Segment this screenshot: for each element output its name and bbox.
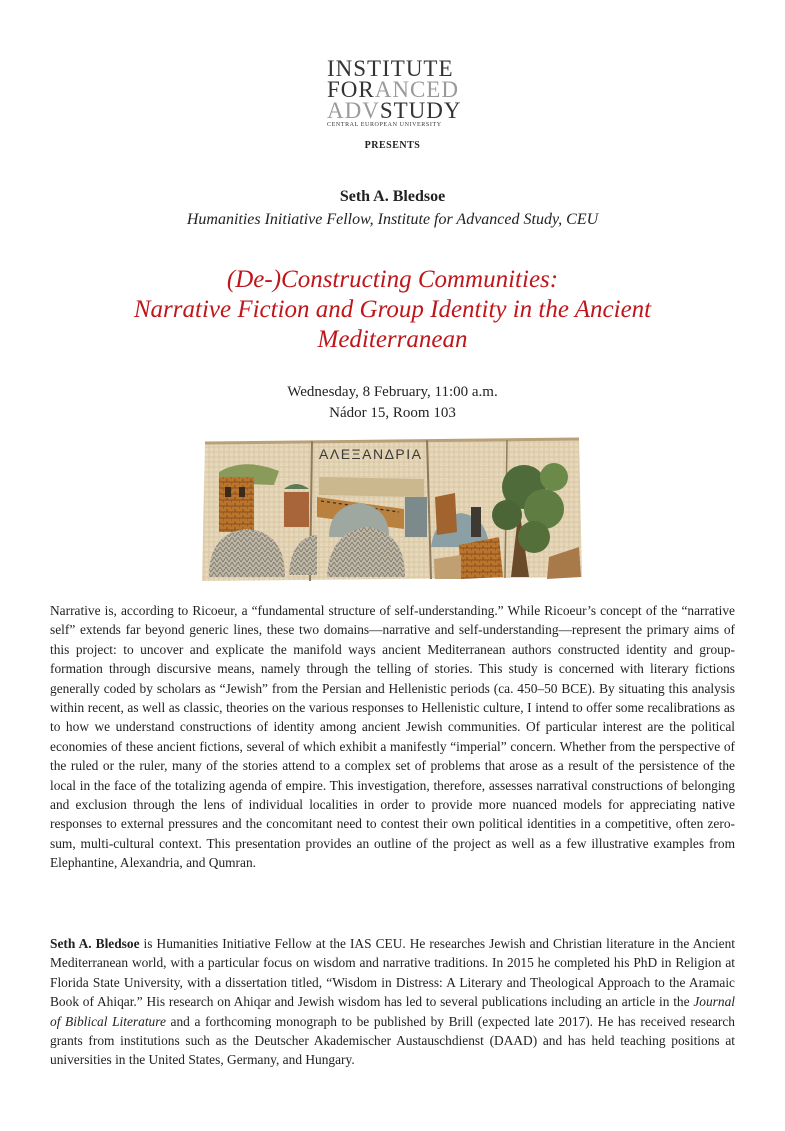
logo-text-adv: ADV [327, 98, 380, 123]
event-date-time: Wednesday, 8 February, 11:00 a.m. [287, 384, 498, 400]
bio-paragraph [50, 934, 735, 1070]
alexandria-mosaic-image [199, 437, 584, 583]
logo-text-study: STUDY [379, 98, 462, 123]
logo-text-for: FOR [327, 77, 375, 102]
bio-text-a: is Humanities Initiative Fellow at the IAS CEU. He researches Jewish and Christian literature in the Ancient Mediterranean world, with a particular focus on wisdom and narrative traditions. In 2015 he completed his PhD in Religion at Florida State University, with a dissertation titled, “Wisdom in Distress: A Literary and Theological Approach to the Aramaic Book of Ahiqar.” His research on Ahiqar and Jewish wisdom has led to several publications including an article in the [50, 936, 735, 1010]
event-details [0, 382, 785, 424]
presents-label: PRESENTS [364, 140, 421, 151]
speaker-name: Seth A. Bledsoe [339, 188, 446, 205]
mosaic-inscription: ΑΛΕΞΑΝΔΡΙΑ [319, 446, 423, 462]
title-line-2: Narrative Fiction and Group Identity in the Ancient [133, 296, 652, 323]
institute-logo [327, 56, 462, 128]
logo-line-3 [327, 98, 462, 123]
event-location: Nádor 15, Room 103 [329, 405, 456, 421]
speaker-affiliation: Humanities Initiative Fellow, Institute for Advanced Study, CEU [186, 211, 599, 228]
logo-text-institute: INSTITUTE [327, 56, 454, 81]
bio-journal: Journal of Biblical Literature [50, 994, 735, 1029]
logo-line-1 [327, 58, 457, 79]
abstract-paragraph: Narrative is, according to Ricoeur, a “fundamental structure of self-understanding.” While Ricoeur’s concept of the “narrative self” extends far beyond generic lines, these two domains—narrative and self-understanding—represent the primary aims of this project: to uncover and explicate the manifold ways ancient Mediterranean authors constructed identity and group-formation through discursive means, namely through the telling of stories. This study is concerned with literary fictions generally coded by scholars as “Jewish” from the Persian and Hellenistic periods (ca. 450–50 BCE). By situating this analysis within recent, as well as classic, theories on the various responses to Hellenistic culture, I intend to offer some recalibrations as to how we understand constructions of identity among ancient Jewish communities. Of particular interest are the political economies of these ancient fictions, several of which exhibit a manifestly “imperial” concern. Whether from the perspective of the ruled or the ruler, many of the stories attend to a complex set of problems that arose as a result of the persistence of the local in the face of the totalizing agenda of empire. This investigation, therefore, assesses narratival constructions of belonging and exclusion through the lens of individual localities in order to provide more nuanced models for appreciating native responses to external pressures and the concomitant need to contest their own political identities in a competitive, often zero-sum, multi-cultural context. This presentation provides an outline of the project as well as a few illustrative examples from Elephantine, Alexandria, and Qumran. [50, 603, 735, 871]
talk-title [0, 265, 785, 355]
title-line-3: Mediterranean [317, 326, 468, 353]
title-line-1: (De-)Constructing Communities: [226, 266, 559, 293]
logo-line-2 [327, 79, 457, 100]
logo-subtitle: CENTRAL EUROPEAN UNIVERSITY [327, 122, 442, 128]
bio-name: Seth A. Bledsoe [50, 936, 140, 951]
logo-text-anced: ANCED [374, 77, 459, 102]
bio-text-b: and a forthcoming monograph to be published by Brill (expected late 2017). He has received research grants from institutions such as the Deutscher Akademischer Austauschdienst (DAAD) and has held teaching positions at universities in the United States, Germany, and Hungary. [50, 1013, 735, 1068]
